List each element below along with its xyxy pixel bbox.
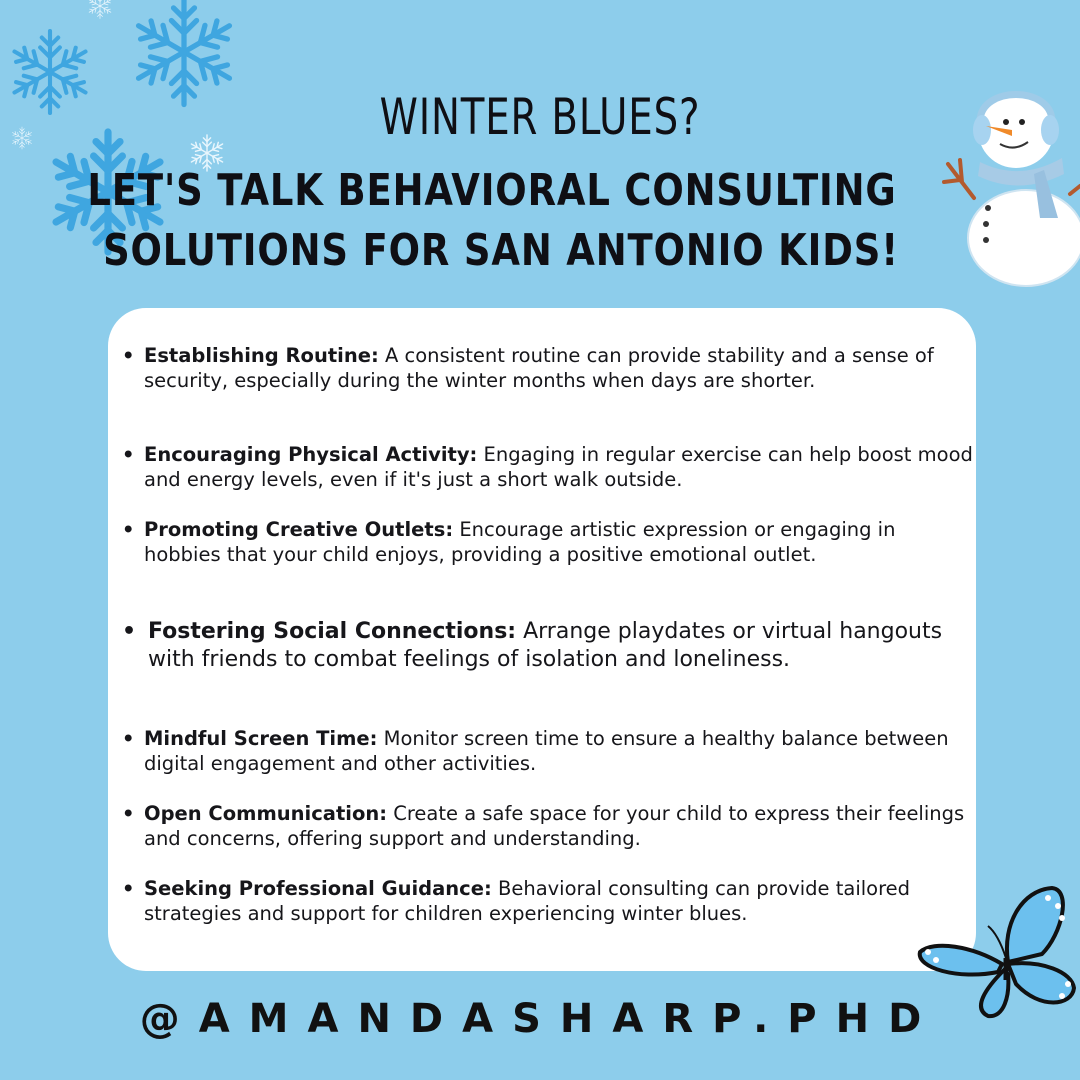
- tip-title: Establishing Routine:: [144, 344, 379, 367]
- tip-title: Encouraging Physical Activity:: [144, 443, 478, 466]
- bullet-icon: •: [122, 802, 135, 825]
- bullet-icon: •: [122, 877, 135, 900]
- title-line-3: SOLUTIONS FOR SAN ANTONIO KIDS!: [103, 225, 899, 276]
- tips-card: [108, 308, 976, 971]
- tip-title: Promoting Creative Outlets:: [144, 518, 454, 541]
- bullet-icon: •: [122, 443, 135, 466]
- tip-text: A consistent routine can provide stability and a sense of security, especially during the winter months when days are shorter.: [144, 344, 934, 392]
- snowflake-icon: [11, 127, 33, 149]
- bullet-icon: •: [122, 619, 137, 644]
- tip-text: Create a safe space for your child to express their feelings and concerns, offering support and understanding.: [144, 802, 965, 850]
- tip-title: Fostering Social Connections:: [148, 619, 517, 644]
- tip-title: Open Communication:: [144, 802, 388, 825]
- tip-text: Monitor screen time to ensure a healthy balance between digital engagement and other activities.: [144, 727, 949, 775]
- tip-title: Mindful Screen Time:: [144, 727, 378, 750]
- bullet-icon: •: [122, 344, 135, 367]
- title-line-2: LET'S TALK BEHAVIORAL CONSULTING: [87, 165, 897, 216]
- tip-title: Seeking Professional Guidance:: [144, 877, 492, 900]
- title-line-1: WINTER BLUES?: [379, 88, 701, 146]
- snowflake-icon: [88, 0, 113, 19]
- tip-text: Engaging in regular exercise can help boost mood and energy levels, even if it's just a short walk outside.: [144, 443, 973, 491]
- bullet-icon: •: [122, 518, 135, 541]
- tip-text: Arrange playdates or virtual hangouts with friends to combat feelings of isolation and loneliness.: [148, 619, 943, 672]
- tip-text: Encourage artistic expression or engaging in hobbies that your child enjoys, providing a positive emotional outlet.: [144, 518, 896, 566]
- social-handle: @AMANDASHARP.PHD: [139, 996, 941, 1042]
- bullet-icon: •: [122, 727, 135, 750]
- tip-text: Behavioral consulting can provide tailored strategies and support for children experiencing winter blues.: [144, 877, 911, 925]
